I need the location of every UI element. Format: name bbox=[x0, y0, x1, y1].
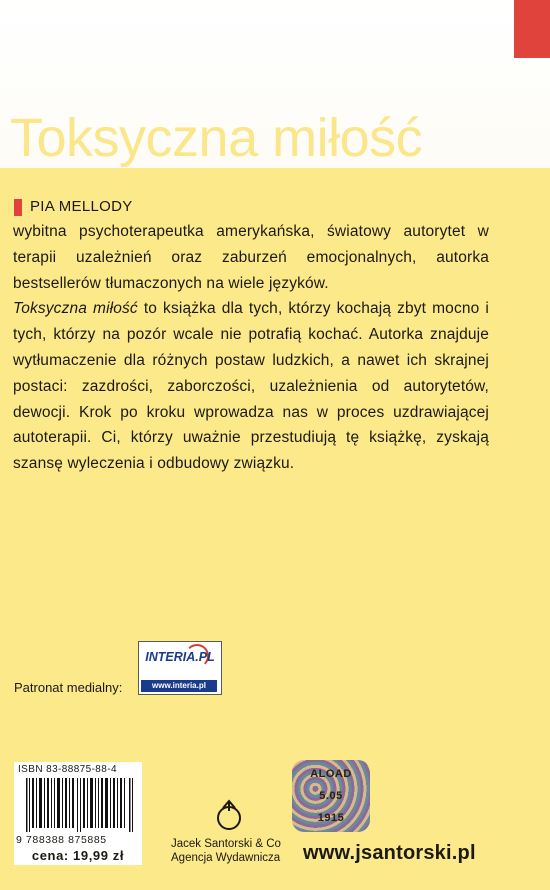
barcode-panel bbox=[14, 762, 142, 848]
book-title: Toksyczna miłość bbox=[10, 108, 423, 168]
red-spine-strip bbox=[514, 0, 550, 58]
publisher-name-line2: Agencja Wydawnicza bbox=[171, 852, 281, 864]
blurb-text: to książka dla tych, którzy kochają zbyt mocno i tych, którzy na pozór wcale nie potrafią kochać. Autorka znajduje wytłumaczenie dla różnych postaw ludzkich, a nawet ich skrajnej postaci: zazdrości, zaborczości, uzależnienia od autorytetów, dewocji. Krok po kroku wprowadza nas w proces uzdrawiającej autoterapii. Ci, którzy uważnie przestudiują tę książkę, zyskają szansę wyleczenia i odbudowy związku. bbox=[13, 300, 489, 473]
interia-logo-url: www.interia.pl bbox=[141, 680, 217, 692]
hologram-line3: 1915 bbox=[317, 812, 345, 824]
media-patronage-label: Patronat medialny: bbox=[14, 680, 123, 695]
book-blurb bbox=[13, 296, 489, 477]
description-text bbox=[13, 219, 489, 477]
isbn-number: ISBN 83-88875-88-4 bbox=[18, 764, 117, 775]
author-name: PIA MELLODY bbox=[30, 198, 133, 215]
blurb-book-title: Toksyczna miłość bbox=[13, 300, 138, 318]
publisher-website: www.jsantorski.pl bbox=[303, 842, 476, 864]
hologram-line2: 5.05 bbox=[319, 790, 343, 802]
publisher-name bbox=[171, 837, 281, 865]
publisher-logo-icon bbox=[214, 799, 244, 831]
barcode-digits: 9 788388 875885 bbox=[16, 834, 107, 846]
publisher-name-line1: Jacek Santorski & Co bbox=[171, 838, 281, 850]
interia-logo bbox=[138, 641, 222, 695]
author-bio: wybitna psychoterapeutka amerykańska, światowy autorytet w terapii uzależnień oraz zaburzeń emocjonalnych, autorka bestsellerów tłumaczonych na wiele języków. bbox=[13, 223, 489, 292]
barcode-icon bbox=[26, 778, 134, 832]
interia-logo-text: INTERIA.PL bbox=[145, 650, 215, 664]
hologram-line1: ALOAD bbox=[310, 768, 352, 780]
author-marker bbox=[14, 199, 22, 216]
hologram-sticker bbox=[292, 760, 370, 832]
price-label: cena: 19,99 zł bbox=[14, 847, 142, 865]
